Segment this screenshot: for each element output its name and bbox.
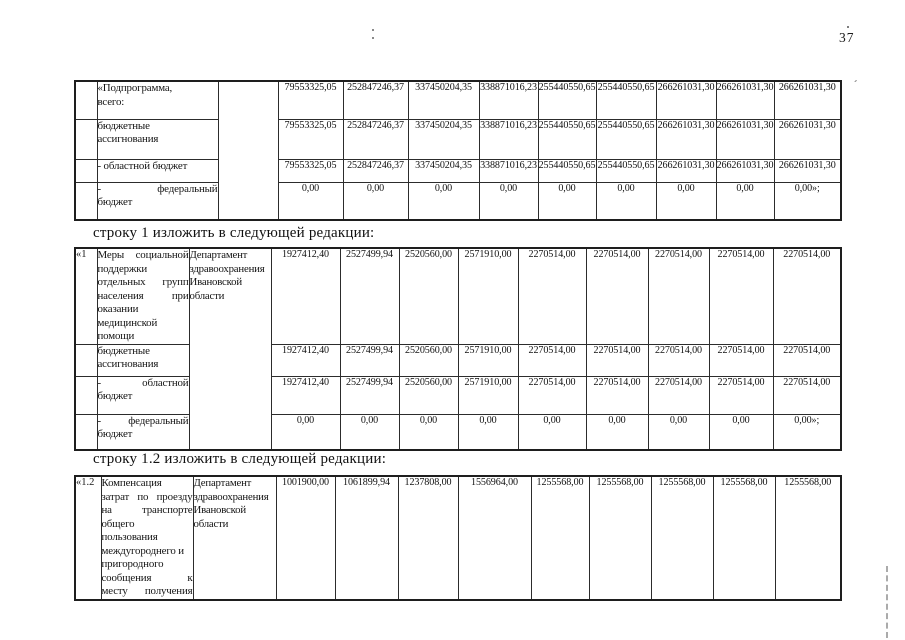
- value-cell: 2270514,00: [518, 248, 586, 344]
- value-cell: 2270514,00: [518, 344, 586, 376]
- value-cell: 0,00: [648, 414, 709, 450]
- value-cell: 0,00: [458, 414, 518, 450]
- value-cell: 2527499,94: [340, 376, 399, 414]
- value-cell: 2270514,00: [709, 248, 773, 344]
- value-cell: 0,00: [399, 414, 458, 450]
- value-cell: 0,00: [408, 182, 479, 220]
- value-cell: 0,00: [479, 182, 538, 220]
- value-cell: 0,00: [271, 414, 340, 450]
- value-cell: 255440550,65: [538, 159, 596, 182]
- row-label-cell: - федеральный бюджет: [97, 414, 189, 450]
- value-cell: 337450204,35: [408, 119, 479, 159]
- page-number: 37: [839, 30, 855, 45]
- value-cell: 338871016,23: [479, 159, 538, 182]
- scan-speck-icon: [847, 26, 849, 28]
- table-row: [75, 159, 841, 182]
- table-row-1: [74, 247, 842, 451]
- value-cell: 2520560,00: [399, 344, 458, 376]
- value-cell: 2270514,00: [648, 344, 709, 376]
- value-cell: 79553325,05: [278, 81, 343, 119]
- department-cell: Департамент здравоохранения Ивановской области: [189, 248, 271, 450]
- value-cell: 0,00: [709, 414, 773, 450]
- row-number-cell: [75, 159, 97, 182]
- value-cell: 2527499,94: [340, 248, 399, 344]
- value-cell: 2527499,94: [340, 344, 399, 376]
- value-cell: 2270514,00: [773, 248, 841, 344]
- value-cell: 255440550,65: [538, 119, 596, 159]
- value-cell: 2520560,00: [399, 376, 458, 414]
- value-cell: 266261031,30: [716, 81, 774, 119]
- value-cell: 0,00»;: [774, 182, 841, 220]
- value-cell: 1061899,94: [335, 476, 398, 600]
- value-cell: 2270514,00: [773, 344, 841, 376]
- department-cell: [218, 81, 278, 220]
- value-cell: 337450204,35: [408, 159, 479, 182]
- value-cell: 0,00: [518, 414, 586, 450]
- scan-colon-artifact-icon: [372, 29, 375, 42]
- row-label-cell: - областной бюджет: [97, 159, 218, 182]
- row-1-2-transport-compensation-table: [74, 475, 842, 601]
- value-cell: 2270514,00: [648, 248, 709, 344]
- row-number-cell: [75, 182, 97, 220]
- value-cell: 0,00: [716, 182, 774, 220]
- row-number-cell: [75, 119, 97, 159]
- row-label-cell: Компенсация затрат по проезду на транспорте общего пользования междугороднего и пригородного сообщения к месту получения: [101, 476, 193, 600]
- row-label-cell: бюджетные ассигнования: [97, 344, 189, 376]
- value-cell: 2270514,00: [773, 376, 841, 414]
- value-cell: 2270514,00: [518, 376, 586, 414]
- value-cell: 1255568,00: [775, 476, 841, 600]
- value-cell: 337450204,35: [408, 81, 479, 119]
- value-cell: 255440550,65: [596, 81, 656, 119]
- value-cell: 0,00»;: [773, 414, 841, 450]
- value-cell: 0,00: [343, 182, 408, 220]
- value-cell: 2571910,00: [458, 344, 518, 376]
- value-cell: 2270514,00: [586, 248, 648, 344]
- row-number-cell: [75, 414, 97, 450]
- table-row: [75, 81, 841, 119]
- row-label-cell: - областной бюджет: [97, 376, 189, 414]
- value-cell: 266261031,30: [656, 159, 716, 182]
- value-cell: 2520560,00: [399, 248, 458, 344]
- value-cell: 266261031,30: [716, 159, 774, 182]
- value-cell: 2270514,00: [709, 344, 773, 376]
- value-cell: 2571910,00: [458, 376, 518, 414]
- scan-tick-artifact-icon: ˊ: [851, 78, 858, 92]
- row-1-social-support-table: [74, 247, 842, 451]
- value-cell: 1255568,00: [651, 476, 713, 600]
- value-cell: 2270514,00: [586, 344, 648, 376]
- table-row: [75, 182, 841, 220]
- value-cell: 266261031,30: [774, 119, 841, 159]
- row-number-cell: [75, 376, 97, 414]
- value-cell: 0,00: [538, 182, 596, 220]
- value-cell: 255440550,65: [596, 159, 656, 182]
- row-label-cell: Меры социальной поддержки отдельных групп населения при оказании медицинской помощи: [97, 248, 189, 344]
- value-cell: 1927412,40: [271, 376, 340, 414]
- department-cell: Департамент здравоохранения Ивановской области: [193, 476, 276, 600]
- value-cell: 252847246,37: [343, 81, 408, 119]
- value-cell: 338871016,23: [479, 81, 538, 119]
- edit-note-row-1-2: строку 1.2 изложить в следующей редакции:: [93, 451, 387, 467]
- value-cell: 252847246,37: [343, 159, 408, 182]
- row-number-cell: [75, 344, 97, 376]
- value-cell: 1237808,00: [398, 476, 458, 600]
- table-row: [75, 248, 841, 344]
- value-cell: 1255568,00: [531, 476, 589, 600]
- row-number-cell: «1.2: [75, 476, 101, 600]
- table-row-1-2: [74, 475, 842, 601]
- table-row: [75, 119, 841, 159]
- value-cell: 1255568,00: [589, 476, 651, 600]
- value-cell: 2270514,00: [709, 376, 773, 414]
- value-cell: 0,00: [340, 414, 399, 450]
- value-cell: 252847246,37: [343, 119, 408, 159]
- value-cell: 266261031,30: [656, 119, 716, 159]
- value-cell: 266261031,30: [716, 119, 774, 159]
- scan-edge-line-artifact: [886, 566, 888, 638]
- value-cell: 0,00: [586, 414, 648, 450]
- table-subprogram-total: [74, 80, 842, 221]
- value-cell: 266261031,30: [774, 81, 841, 119]
- value-cell: 79553325,05: [278, 119, 343, 159]
- value-cell: 0,00: [596, 182, 656, 220]
- row-number-cell: «1: [75, 248, 97, 344]
- value-cell: 2270514,00: [586, 376, 648, 414]
- value-cell: 0,00: [656, 182, 716, 220]
- row-label-cell: бюджетные ассигнования: [97, 119, 218, 159]
- value-cell: 1927412,40: [271, 344, 340, 376]
- value-cell: 79553325,05: [278, 159, 343, 182]
- value-cell: 1927412,40: [271, 248, 340, 344]
- row-label-cell: «Подпрограмма, всего:: [97, 81, 218, 119]
- value-cell: 255440550,65: [596, 119, 656, 159]
- value-cell: 2571910,00: [458, 248, 518, 344]
- value-cell: 266261031,30: [774, 159, 841, 182]
- value-cell: 2270514,00: [648, 376, 709, 414]
- value-cell: 255440550,65: [538, 81, 596, 119]
- subprogram-total-table: [74, 80, 842, 221]
- value-cell: 1001900,00: [276, 476, 335, 600]
- edit-note-row-1: строку 1 изложить в следующей редакции:: [93, 225, 375, 241]
- value-cell: 0,00: [278, 182, 343, 220]
- row-label-cell: - федеральный бюджет: [97, 182, 218, 220]
- table-row: [75, 476, 841, 600]
- value-cell: 338871016,23: [479, 119, 538, 159]
- value-cell: 266261031,30: [656, 81, 716, 119]
- value-cell: 1255568,00: [713, 476, 775, 600]
- row-number-cell: [75, 81, 97, 119]
- value-cell: 1556964,00: [458, 476, 531, 600]
